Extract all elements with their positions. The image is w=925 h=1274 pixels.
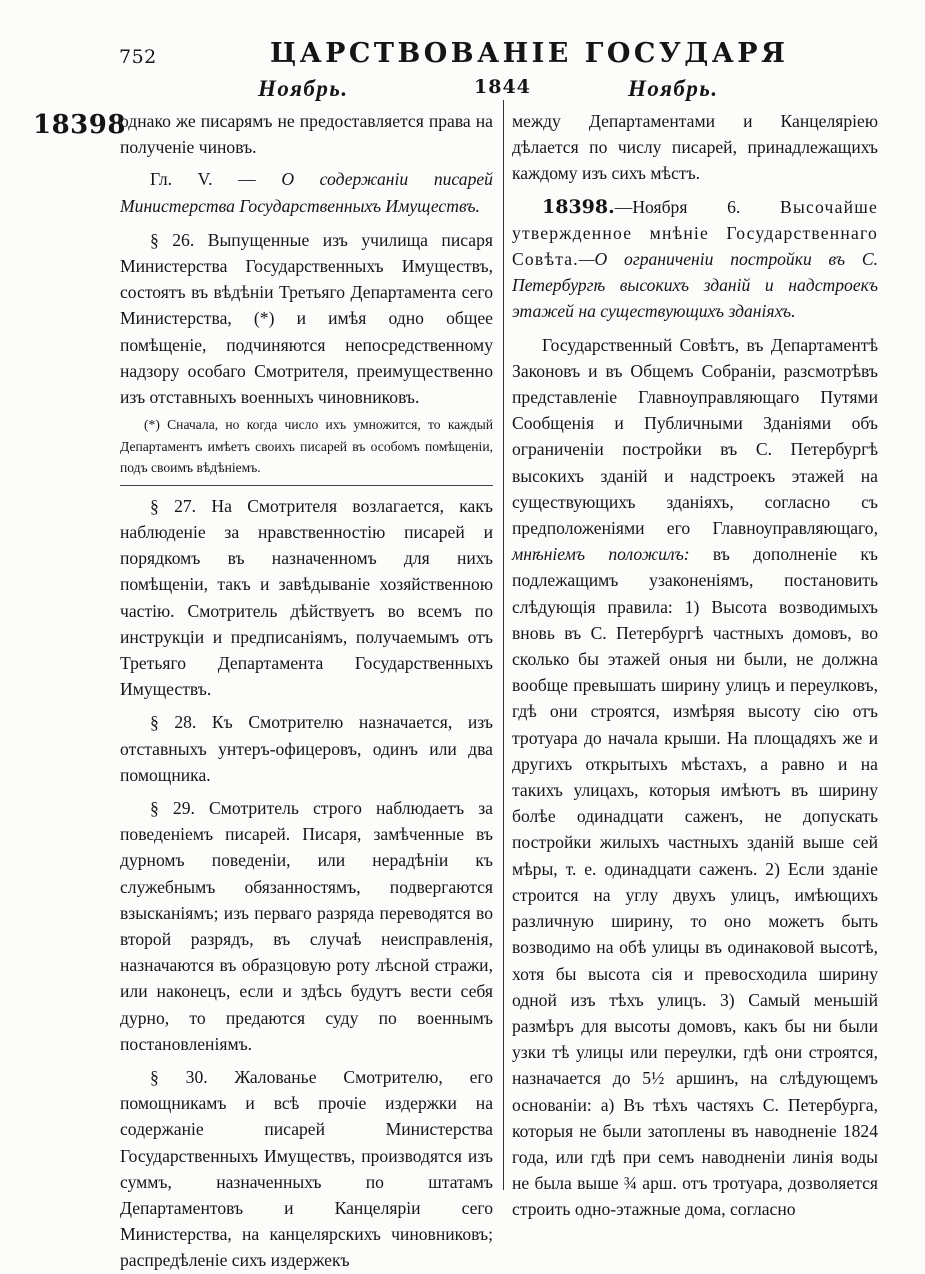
act-heading (512, 194, 878, 325)
month-left: Ноябрь. (258, 76, 349, 101)
page-number: 752 (119, 46, 157, 68)
right-column (512, 108, 878, 1223)
paragraph-30: § 30. Жалованье Смотрителю, его помощникамъ и всѣ прочіе издержки на содержаніе писарей Министерства Государственныхъ Имуществъ, производятся изъ суммъ, назначенныхъ по штатамъ Департаментовъ и Канцеляріи сего Министерства, на канцелярскихъ чиновниковъ; распредѣленіе сихъ издержекъ (120, 1067, 493, 1271)
paragraph-26: § 26. Выпущенные изъ училища писаря Министерства Государственныхъ Имуществъ, состоятъ въ вѣдѣніи Третьяго Департамента сего Министерства, (*) и имѣя одно общее помѣщеніе, подчиняются непосредственному надзору особаго Смотрителя, преимущественно изъ отставныхъ военныхъ чиновниковъ. (120, 229, 493, 408)
act-type: Высочайше утвержденное мнѣніе Государственнаго Совѣта. (512, 196, 878, 270)
footnote-rule (120, 485, 493, 486)
act-body-part-a: Государственный Совѣтъ, въ Департаментѣ Законовъ и въ Общемъ Собраніи, разсмотрѣвъ представленіе Главноуправляющаго Путями Сообщенія и Публичными Зданіями объ ограниченіи постройки въ С. Петербургѣ высокихъ зданій и надстроекъ этажей на существующихъ зданіяхъ, согласно съ предположеніями его Главноуправляющаго, (512, 334, 878, 539)
chapter-title: О содержаніи писарей Министерства Государственныхъ Имуществъ. (120, 169, 493, 216)
act-date: —Ноября 6. (614, 196, 741, 217)
paragraph-27: § 27. На Смотрителя возлагается, какъ наблюденіе за нравственностію писарей и порядкомъ въ назначенномъ для нихъ помѣщеніи, такъ и завѣдываніе хозяйственною частію. Смотритель дѣйствуетъ во всемъ по инструкціи и предписаніямъ, получаемымъ отъ Третьяго Департамента Государственныхъ Имуществъ. (120, 495, 493, 700)
year: 1844 (474, 76, 531, 98)
act-number-margin: 18398 (33, 110, 126, 140)
chapter-heading (120, 166, 493, 218)
continuation-text-right: между Департаментами и Канцеляріею дѣлается по числу писарей, принадлежащихъ каждому изъ сихъ мѣстъ. (512, 111, 878, 184)
chapter-label: Гл. V. — (150, 169, 256, 190)
act-body-italic: мнѣніемъ положилъ: (512, 544, 690, 565)
column-divider (503, 100, 504, 1190)
month-right: Ноябрь. (628, 76, 719, 101)
left-column (120, 108, 493, 1274)
paragraph-28: § 28. Къ Смотрителю назначается, изъ отставныхъ унтеръ-офицеровъ, одинъ или два помощника. (120, 712, 493, 785)
continuation-text: однако же писарямъ не предоставляется права на полученіе чиновъ. (120, 111, 493, 158)
footnote: (*) Сначала, но когда число ихъ умножится, то каждый Департаментъ имѣетъ своихъ писарей въ особомъ помѣщеніи, подъ своимъ вѣдѣніемъ. (120, 417, 493, 476)
running-title: ЦАРСТВОВАНІЕ ГОСУДАРЯ (270, 38, 789, 69)
act-body-part-b: въ дополненіе къ подлежащимъ узаконеніямъ, постановить слѣдующія правила: 1) Высота возводимыхъ вновь въ С. Петербургѣ частныхъ домовъ, во сколько бы этажей оныя ни были, не должна вообще превышать ширину улицъ и переулковъ, гдѣ они строятся, измѣряя высоту сію отъ тротуара до начала крыши. На площадяхъ же и другихъ открытыхъ мѣстахъ, а равно и на такихъ улицахъ, которыя имѣютъ въ ширину болѣе одинадцати саженъ, не допускать постройки жилыхъ частныхъ зданій выше сей мѣры, т. е. одинадцати саженъ. 2) Если зданіе строится на углу двухъ улицъ, имѣющихъ различную ширину, то оно можетъ быть возводимо на обѣ улицы въ одинаковой высотѣ, хотя бы высота сія и превосходила ширину одной изъ тѣхъ улицъ. 3) Самый меньшій размѣръ для высоты домовъ, какъ бы ни были узки тѣ улицы или переулки, гдѣ они строятся, назначается до 5½ аршинъ, на слѣдующемъ основаніи: а) Въ тѣхъ частяхъ С. Петербурга, которыя не были затоплены въ наводненіе 1824 года, или гдѣ при семъ наводненіи линія воды не была выше ¾ арш. отъ тротуара, дозволяется строить одно-этажные дома, согласно (512, 544, 878, 1220)
act-body (512, 332, 878, 1223)
act-number: 18398. (542, 195, 615, 218)
paragraph-29: § 29. Смотритель строго наблюдаетъ за поведеніемъ писарей. Писаря, замѣченные въ дурномъ поведеніи, или нерадѣніи къ служебнымъ обязанностямъ, подвергаются взысканіямъ; изъ перваго разряда переводятся во второй разрядъ, въ случаѣ неисправленія, назначаются въ образцовую роту лѣсной стражи, или наконецъ, если и здѣсь будутъ вести себя дурно, то предаются суду по военнымъ постановленіямъ. (120, 797, 493, 1054)
act-title: —О ограниченіи постройки въ С. Петербургѣ высокихъ зданій и надстроекъ этажей на существующихъ зданіяхъ. (512, 249, 878, 322)
